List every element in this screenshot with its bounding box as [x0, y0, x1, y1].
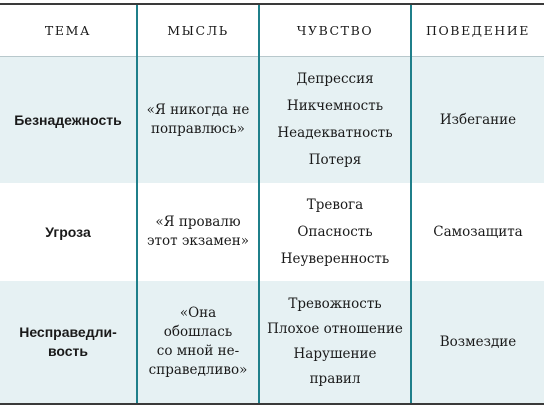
- row-3-feeling-1: Тревожность: [288, 296, 382, 312]
- row-3-feeling-2: Плохое отношение: [267, 321, 403, 337]
- row-2-feelings: [260, 183, 410, 281]
- row-2-behavior: Самозащита: [433, 223, 523, 240]
- row-2-thought-line-2: этот экзамен»: [146, 233, 250, 249]
- row-1-feeling-2: Никчемность: [286, 98, 384, 114]
- row-3-feeling-3-line-1: Нарушение: [293, 346, 377, 362]
- row-1-feeling-3: Неадекватность: [277, 125, 393, 141]
- row-3-thought-line-3: со мной не-: [156, 343, 240, 359]
- row-1-theme: [0, 57, 136, 183]
- header-feeling: ЧУВСТВО: [296, 23, 374, 38]
- row-2-theme-line-1: Угроза: [45, 223, 91, 240]
- table-bottom-border: [0, 403, 544, 405]
- row-2-thought-line-1: «Я провалю: [155, 214, 241, 230]
- row-3-theme-line-2: вость: [47, 343, 89, 359]
- row-1-thought-line-2: поправлюсь»: [151, 121, 245, 137]
- header-thought: МЫСЛЬ: [167, 23, 229, 38]
- row-1-feeling-4: Потеря: [308, 152, 362, 168]
- row-3-feeling-3-line-2: правил: [309, 371, 361, 387]
- row-2-theme: [0, 183, 136, 281]
- row-3-thought-line-4: справедливо»: [148, 362, 248, 378]
- row-1-behavior: Избегание: [439, 111, 517, 128]
- row-3-theme: [0, 281, 136, 403]
- row-2-feeling-3: Неуверенность: [280, 250, 390, 267]
- row-2-feeling-2: Опасность: [297, 223, 373, 240]
- row-3-behavior: Возмездие: [439, 333, 517, 350]
- row-3-thought: [138, 281, 258, 403]
- row-1-theme-line-1: Безнадежность: [14, 111, 122, 128]
- header-behavior: ПОВЕДЕНИЕ: [425, 23, 531, 38]
- row-3-feeling-3: [294, 345, 377, 389]
- row-1-feelings: [260, 57, 410, 183]
- row-1-thought: [138, 57, 258, 183]
- row-2-thought: [138, 183, 258, 281]
- row-3-thought-line-2: обошлась: [163, 324, 233, 340]
- row-1-thought-line-1: «Я никогда не: [146, 102, 250, 118]
- row-3-theme-line-1: Несправедли-: [19, 324, 117, 340]
- row-1-feeling-1: Депрессия: [296, 71, 374, 87]
- row-3-thought-line-1: «Она: [179, 305, 217, 321]
- header-theme: ТЕМА: [44, 23, 92, 38]
- row-3-feelings: [260, 281, 410, 403]
- row-2-feeling-1: Тревога: [306, 196, 364, 213]
